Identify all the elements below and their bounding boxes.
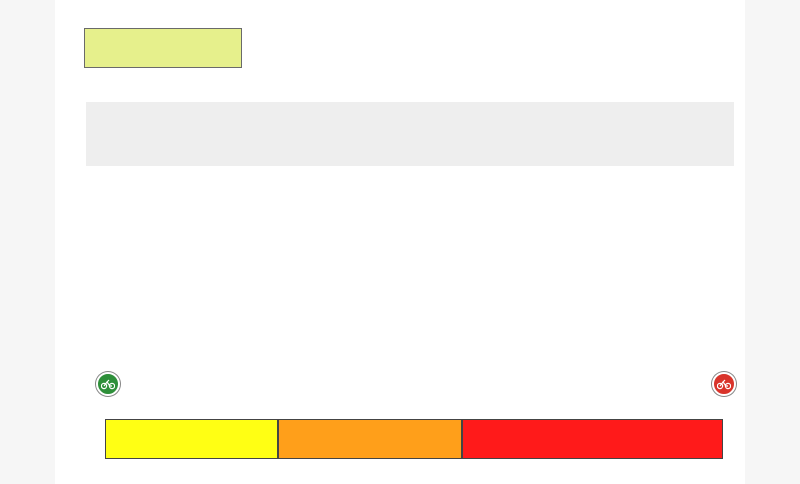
- elevation-profile-graphic: [86, 102, 734, 166]
- title-box: [84, 28, 242, 68]
- legend-circuit-san-baronto: [462, 419, 723, 459]
- finish-badge: [712, 372, 736, 396]
- legend-circuit-larciano: [105, 419, 278, 459]
- right-margin: [745, 0, 800, 484]
- start-badge: [96, 372, 120, 396]
- elevation-profile: [86, 102, 734, 166]
- bike-icon: [717, 378, 731, 390]
- bike-icon: [101, 378, 115, 390]
- left-margin: [0, 0, 55, 484]
- legend-circuit-vinci: [278, 419, 462, 459]
